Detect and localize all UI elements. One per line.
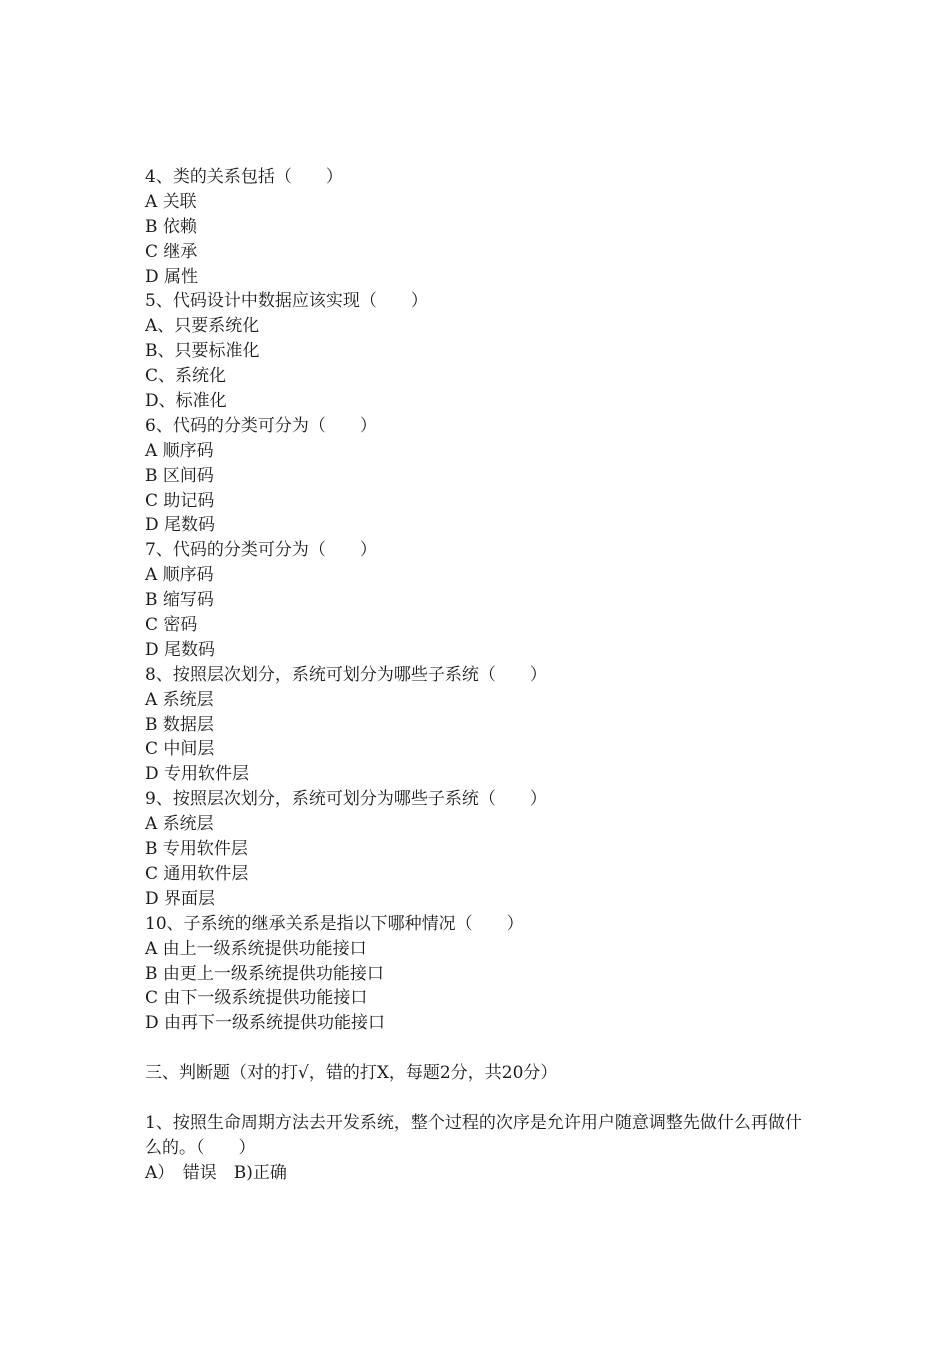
- option-d: D 由再下一级系统提供功能接口: [145, 1013, 386, 1034]
- question-10: [145, 912, 825, 1036]
- question-6: [145, 414, 825, 538]
- option-c: C 通用软件层: [145, 863, 249, 884]
- option-b: B 缩写码: [145, 590, 214, 611]
- option-d: D 属性: [145, 266, 199, 287]
- option-d: D、标准化: [145, 391, 227, 412]
- answer-options: A） 错误 B)正确: [145, 1162, 287, 1183]
- question-stem: 9、按照层次划分，系统可划分为哪些子系统（ ）: [145, 789, 547, 810]
- option-c: C、系统化: [145, 366, 227, 387]
- option-a: A 顺序码: [145, 565, 214, 586]
- option-d: D 尾数码: [145, 515, 216, 536]
- spacer: [145, 1086, 825, 1111]
- section-heading: 三、判断题（对的打√，错的打X，每题2分，共20分）: [145, 1063, 558, 1084]
- option-b: B 数据层: [145, 714, 214, 735]
- option-a: A 关联: [145, 191, 197, 212]
- judgement-question-1: [145, 1111, 825, 1186]
- option-b: B 专用软件层: [145, 839, 248, 860]
- option-d: D 专用软件层: [145, 764, 250, 785]
- question-text: 1、按照生命周期方法去开发系统，整个过程的次序是允许用户随意调整先做什么再做什么的。（ ）: [145, 1112, 802, 1158]
- option-c: C 由下一级系统提供功能接口: [145, 988, 368, 1009]
- question-5: [145, 289, 825, 413]
- question-stem: 6、代码的分类可分为（ ）: [145, 415, 377, 436]
- question-8: [145, 663, 825, 787]
- question-stem: 5、代码设计中数据应该实现（ ）: [145, 291, 428, 312]
- spacer: [145, 1036, 825, 1061]
- question-7: [145, 538, 825, 662]
- option-a: A 系统层: [145, 689, 214, 710]
- option-c: C 继承: [145, 241, 198, 262]
- option-a: A 顺序码: [145, 440, 214, 461]
- option-a: A 系统层: [145, 814, 214, 835]
- option-b: B、只要标准化: [145, 341, 260, 362]
- option-b: B 区间码: [145, 465, 214, 486]
- option-a: A、只要系统化: [145, 316, 260, 337]
- question-9: [145, 787, 825, 911]
- option-c: C 密码: [145, 615, 198, 636]
- page-content: [145, 165, 825, 1186]
- option-b: B 由更上一级系统提供功能接口: [145, 963, 384, 984]
- option-d: D 尾数码: [145, 639, 216, 660]
- option-a: A 由上一级系统提供功能接口: [145, 938, 367, 959]
- question-stem: 7、代码的分类可分为（ ）: [145, 540, 377, 561]
- option-c: C 助记码: [145, 490, 215, 511]
- option-d: D 界面层: [145, 888, 216, 909]
- question-4: [145, 165, 825, 289]
- option-b: B 依赖: [145, 216, 197, 237]
- question-stem: 8、按照层次划分，系统可划分为哪些子系统（ ）: [145, 664, 547, 685]
- question-stem: 10、子系统的继承关系是指以下哪种情况（ ）: [145, 913, 524, 934]
- question-stem: 4、类的关系包括（ ）: [145, 167, 343, 187]
- option-c: C 中间层: [145, 739, 215, 760]
